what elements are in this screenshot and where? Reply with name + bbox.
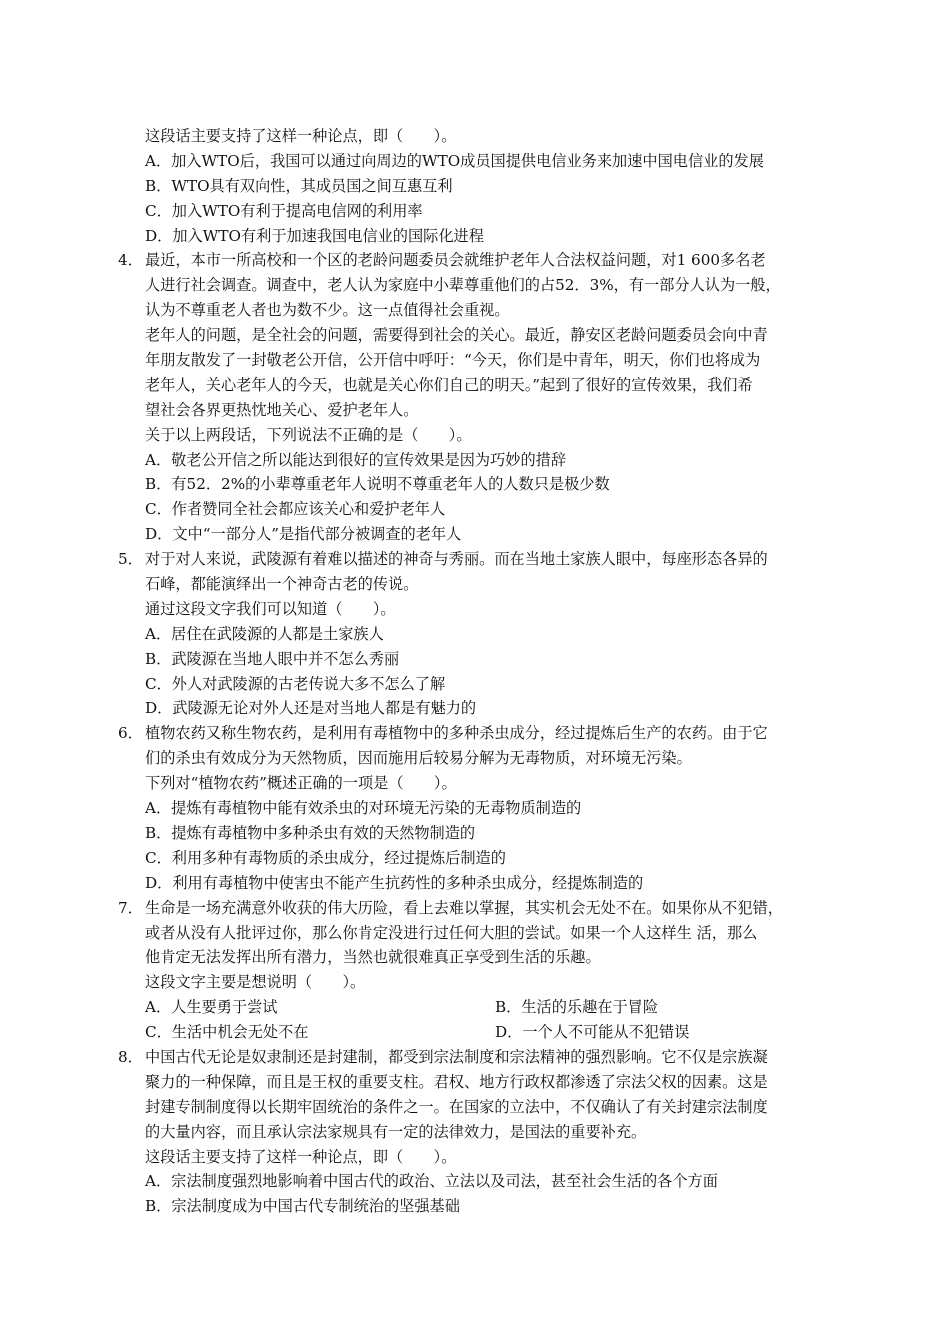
option-a: A．人生要勇于尝试 bbox=[145, 998, 278, 1017]
option-c: C．生活中机会无处不在 bbox=[145, 1023, 309, 1042]
passage-line: 的大量内容，而且承认宗法家规具有一定的法律效力，是国法的重要补充。 bbox=[145, 1122, 647, 1141]
option-c: C．作者赞同全社会都应该关心和爱护老年人 bbox=[145, 500, 446, 519]
passage-line: 认为不尊重老人者也为数不少。这一点值得社会重视。 bbox=[145, 301, 510, 320]
passage-line: 望社会各界更热忱地关心、爱护老年人。 bbox=[145, 400, 419, 419]
option-row bbox=[0, 995, 950, 1020]
option-b: B．提炼有毒植物中多种杀虫有效的天然物制造的 bbox=[145, 823, 476, 842]
option-d: D．加入WTO有利于加速我国电信业的国际化进程 bbox=[145, 226, 484, 245]
passage-line: 老年人，关心老年人的今天，也就是关心你们自己的明天。”起到了很好的宣传效果，我们希 bbox=[145, 375, 753, 394]
option-a: A．提炼有毒植物中能有效杀虫的对环境无污染的无毒物质制造的 bbox=[145, 799, 582, 818]
question-stem: 下列对“植物农药”概述正确的一项是（ ）。 bbox=[145, 774, 457, 793]
question-8 bbox=[0, 1045, 950, 1219]
question-5 bbox=[0, 547, 950, 721]
option-a: A．敬老公开信之所以能达到很好的宣传效果是因为巧妙的措辞 bbox=[145, 450, 567, 469]
question-6 bbox=[0, 721, 950, 895]
question-number: 7． bbox=[118, 898, 143, 917]
option-d: D．文中“一部分人”是指代部分被调查的老年人 bbox=[145, 525, 462, 544]
passage-line: 聚力的一种保障，而且是王权的重要支柱。君权、地方行政权都渗透了宗法父权的因素。这是 bbox=[145, 1072, 768, 1091]
passage-line: 老年人的问题，是全社会的问题，需要得到社会的关心。最近，静安区老龄问题委员会向中青 bbox=[145, 326, 768, 345]
option-c: C．加入WTO有利于提高电信网的利用率 bbox=[145, 201, 423, 220]
option-b: B．生活的乐趣在于冒险 bbox=[495, 998, 659, 1017]
question-stem: 这段文字主要是想说明（ ）。 bbox=[145, 973, 366, 992]
option-row bbox=[0, 1020, 950, 1045]
option-d: D．武陵源无论对外人还是对当地人都是有魅力的 bbox=[145, 699, 477, 718]
exam-page bbox=[0, 124, 950, 1219]
passage-line: 8． 中国古代无论是奴隶制还是封建制，都受到宗法制度和宗法精神的强烈影响。它不仅是宗族凝 bbox=[0, 1045, 950, 1070]
option-b: B．有52．2%的小辈尊重老年人说明不尊重老年人的人数只是极少数 bbox=[145, 475, 610, 494]
question-stem: 关于以上两段话，下列说法不正确的是（ ）。 bbox=[145, 425, 472, 444]
option-d: D．利用有毒植物中使害虫不能产生抗药性的多种杀虫成分，经提炼制造的 bbox=[145, 873, 644, 892]
passage-line: 7． 生命是一场充满意外收获的伟大历险，看上去难以掌握，其实机会无处不在。如果你从不犯错， bbox=[0, 896, 950, 921]
question-stem: 这段话主要支持了这样一种论点，即（ ）。 bbox=[145, 1147, 457, 1166]
passage-line: 他肯定无法发挥出所有潜力，当然也就很难真正享受到生活的乐趣。 bbox=[145, 948, 601, 967]
option-b: B．宗法制度成为中国古代专制统治的坚强基础 bbox=[145, 1197, 460, 1216]
passage-line: 人进行社会调查。调查中，老人认为家庭中小辈尊重他们的占52．3%，有一部分人认为一般， bbox=[145, 276, 781, 295]
option-c: C．利用多种有毒物质的杀虫成分，经过提炼后制造的 bbox=[145, 848, 506, 867]
question-number: 4． bbox=[118, 251, 143, 270]
option-a: A．加入WTO后，我国可以通过向周边的WTO成员国提供电信业务来加速中国电信业的发展 bbox=[145, 151, 764, 170]
passage-line: 4． 最近，本市一所高校和一个区的老龄问题委员会就维护老年人合法权益问题，对1 600多名老 bbox=[0, 248, 950, 273]
question-number: 8． bbox=[118, 1047, 143, 1066]
question-number: 6． bbox=[118, 724, 143, 743]
question-7 bbox=[0, 896, 950, 1045]
option-c: C．外人对武陵源的古老传说大多不怎么了解 bbox=[145, 674, 446, 693]
passage-line: 们的杀虫有效成分为天然物质，因而施用后较易分解为无毒物质，对环境无污染。 bbox=[145, 749, 692, 768]
option-a: A．居住在武陵源的人都是土家族人 bbox=[145, 624, 384, 643]
option-d: D．一个人不可能从不犯错误 bbox=[495, 1023, 690, 1042]
passage-line: 5． 对于对人来说，武陵源有着难以描述的神奇与秀丽。而在当地土家族人眼中，每座形态各异的 bbox=[0, 547, 950, 572]
question-stem: 通过这段文字我们可以知道（ ）。 bbox=[145, 599, 396, 618]
question-3 bbox=[0, 124, 950, 248]
question-stem: 这段话主要支持了这样一种论点，即（ ）。 bbox=[145, 127, 457, 145]
passage-line: 年朋友散发了一封敬老公开信，公开信中呼吁：“今天，你们是中青年，明天，你们也将成为 bbox=[145, 351, 761, 370]
passage-line: 石峰，都能演绎出一个神奇古老的传说。 bbox=[145, 575, 419, 594]
option-b: B．WTO具有双向性，其成员国之间互惠互利 bbox=[145, 176, 453, 195]
passage-line: 或者从没有人批评过你，那么你肯定没进行过任何大胆的尝试。如果一个人这样生 活，那么 bbox=[145, 923, 758, 942]
question-4 bbox=[0, 248, 950, 547]
option-b: B．武陵源在当地人眼中并不怎么秀丽 bbox=[145, 649, 400, 668]
option-a: A．宗法制度强烈地影响着中国古代的政治、立法以及司法，甚至社会生活的各个方面 bbox=[145, 1172, 718, 1191]
passage-line: 封建专制制度得以长期牢固统治的条件之一。在国家的立法中，不仅确认了有关封建宗法制度 bbox=[145, 1097, 768, 1116]
question-number: 5． bbox=[118, 550, 143, 569]
passage-line: 6． 植物农药又称生物农药，是利用有毒植物中的多种杀虫成分，经过提炼后生产的农药。由于它 bbox=[0, 721, 950, 746]
